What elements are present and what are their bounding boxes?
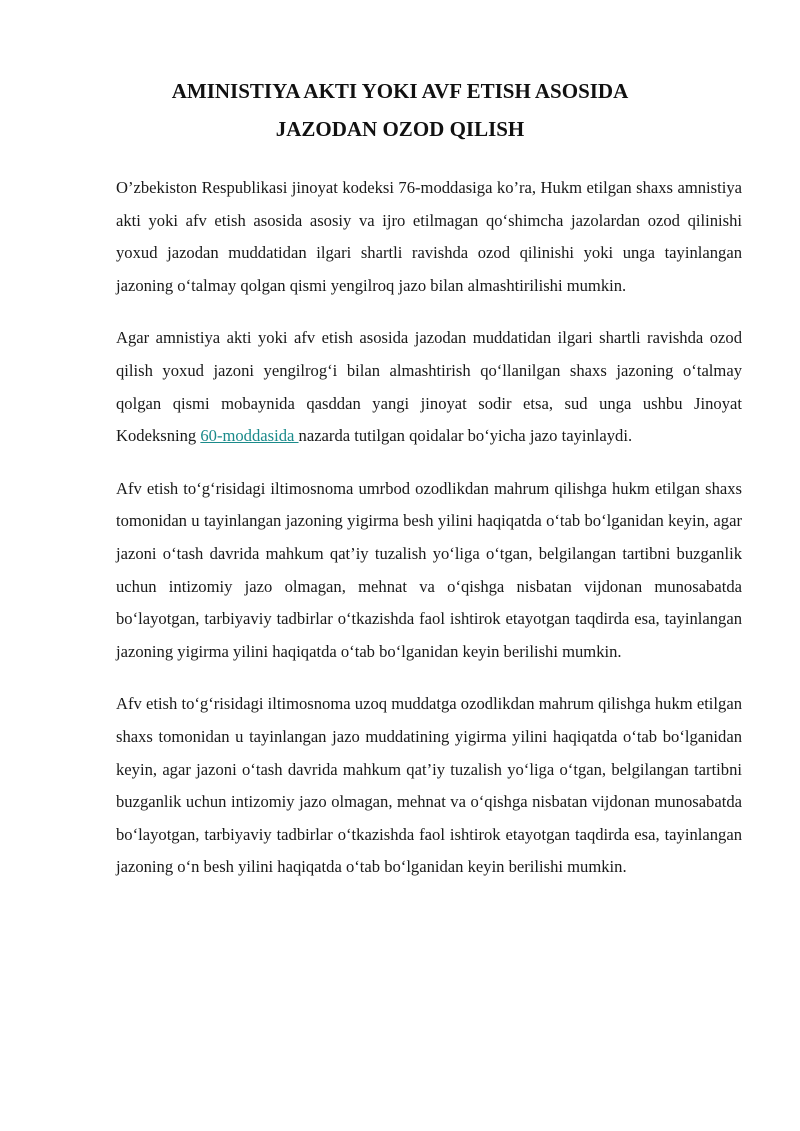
title-line-1: AMINISTIYA AKTI YOKI AVF ETISH ASOSIDA	[171, 79, 629, 103]
paragraph-2-text-before-link: Agar amnistiya akti yoki afv etish asosida jazodan muddatidan ilgari shartli ravishda ozod qilish yoxud jazoni yengilrog‘i bilan almashtirish qo‘llanilgan shaxs jazoning o‘talmay qolgan qismi mobaynida qasddan yangi jinoyat sodir etsa, sud unga ushbu Jinoyat Kodeksning	[116, 328, 742, 446]
paragraph-1: O’zbekiston Respublikasi jinoyat kodeksi 76-moddasiga ko’ra, Hukm etilgan shaxs amnistiya akti yoki afv etish asosida asosiy va ijro etilmagan qo‘shimcha jazolardan ozod qilinishi yoxud jazodan muddatidan ilgari shartli ravishda ozod qilinishi yoki unga tayinlangan jazoning o‘talmay qolgan qismi yengilroq jazo bilan almashtirilishi mumkin.	[116, 178, 742, 295]
article-60-link[interactable]: 60-moddasida	[200, 426, 299, 446]
paragraph-3: Afv etish to‘g‘risidagi iltimosnoma umrbod ozodlikdan mahrum qilishga hukm etilgan shaxs tomonidan u tayinlangan jazoning yigirma besh yilini haqiqatda o‘tab bo‘lganidan keyin, agar jazoni o‘tash davrida mahkum qat’iy tuzalish yo‘liga o‘tgan, belgilangan tartibni buzganlik uchun intizomiy jazo olmagan, mehnat va o‘qishga nisbatan vijdonan munosabatda bo‘layotgan, tarbiyaviy tadbirlar o‘tkazishda faol ishtirok etayotgan taqdirda esa, tayinlangan jazoning yigirma yilini haqiqatda o‘tab bo‘lganidan keyin berilishi mumkin.	[116, 478, 742, 661]
title-line-2: JAZODAN OZOD QILISH	[275, 117, 525, 141]
paragraph-4: Afv etish to‘g‘risidagi iltimosnoma uzoq muddatga ozodlikdan mahrum qilishga hukm etilgan shaxs tomonidan u tayinlangan jazo muddatining yigirma yilini haqiqatda o‘tab bo‘lganidan keyin, agar jazoni o‘tash davrida mahkum qat’iy tuzalish yo‘liga o‘tgan, belgilangan tartibni buzganlik uchun intizomiy jazo olmagan, mehnat va o‘qishga nisbatan vijdonan munosabatda bo‘layotgan, tarbiyaviy tadbirlar o‘tkazishda faol ishtirok etayotgan taqdirda esa, tayinlangan jazoning o‘n besh yilini haqiqatda o‘tab bo‘lganidan keyin berilishi mumkin.	[116, 694, 742, 877]
paragraph-2-text-after-link: nazarda tutilgan qoidalar bo‘yicha jazo tayinlaydi.	[298, 426, 633, 446]
document-body	[116, 172, 742, 904]
paragraph-2	[116, 322, 742, 452]
page-title	[100, 72, 700, 148]
